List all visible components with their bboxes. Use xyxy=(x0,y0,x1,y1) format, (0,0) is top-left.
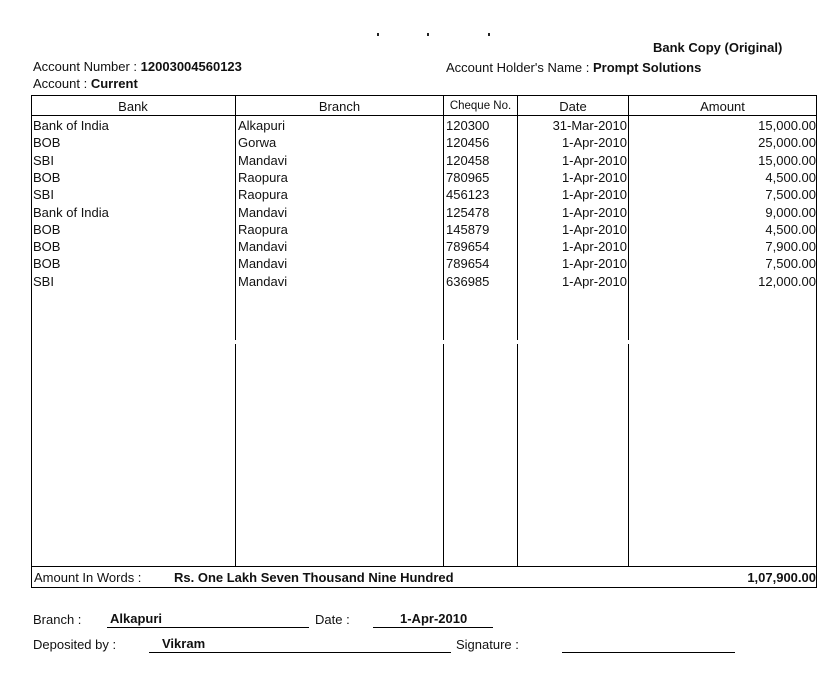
account-type-label: Account : xyxy=(33,76,88,91)
branch-underline xyxy=(107,627,309,628)
cell-bank: Bank of India xyxy=(33,118,109,133)
cell-date: 31-Mar-2010 xyxy=(552,118,627,133)
cell-bank: BOB xyxy=(33,221,61,237)
cell-date: 1-Apr-2010 xyxy=(561,169,627,185)
date-label: Date : xyxy=(315,612,350,627)
cell-cheque-no: 636985 xyxy=(446,273,490,289)
cell-amount: 15,000.00 xyxy=(758,118,816,133)
cell-branch: Mandavi xyxy=(238,204,288,220)
cell-cheque-no: 120456 xyxy=(446,135,490,151)
account-holder-value: Prompt Solutions xyxy=(593,60,702,75)
branch-label: Branch : xyxy=(33,612,82,627)
cell-amount: 4,500.00 xyxy=(765,221,816,237)
cell-branch: Mandavi xyxy=(238,152,288,168)
deposited-by-value: Vikram xyxy=(162,636,206,651)
cell-branch: Raopura xyxy=(238,221,288,237)
cell-date: 1-Apr-2010 xyxy=(561,187,627,203)
date-value: 1-Apr-2010 xyxy=(400,611,468,626)
table-top-border xyxy=(31,95,817,96)
cell-bank: SBI xyxy=(33,187,54,203)
column-header-amount: Amount xyxy=(700,99,745,114)
account-number-label: Account Number : xyxy=(33,59,138,74)
table-left-border xyxy=(31,95,32,588)
cell-date: 1-Apr-2010 xyxy=(561,135,627,151)
cell-branch: Mandavi xyxy=(238,256,288,272)
cell-branch: Gorwa xyxy=(238,135,277,151)
account-number-line xyxy=(33,59,242,74)
decorative-dot xyxy=(377,33,379,36)
col-divider-date xyxy=(628,95,629,340)
cell-amount: 7,500.00 xyxy=(765,256,816,272)
cell-branch: Mandavi xyxy=(238,239,288,255)
amount-in-words-value: Rs. One Lakh Seven Thousand Nine Hundred xyxy=(174,570,454,585)
col-divider-cheque xyxy=(517,344,518,566)
deposited-by-label: Deposited by : xyxy=(33,637,117,652)
cell-date: 1-Apr-2010 xyxy=(561,204,627,220)
cell-amount: 7,500.00 xyxy=(765,187,816,203)
cell-date: 1-Apr-2010 xyxy=(561,221,627,237)
signature-label: Signature : xyxy=(456,637,519,652)
cell-bank: BOB xyxy=(33,256,61,272)
column-header-branch: Branch xyxy=(318,99,361,114)
total-amount: 1,07,900.00 xyxy=(747,570,816,585)
col-divider-branch xyxy=(443,344,444,566)
table-header-divider xyxy=(31,115,817,116)
cell-cheque-no: 789654 xyxy=(446,239,490,255)
cell-amount: 7,900.00 xyxy=(765,239,816,255)
cell-branch: Raopura xyxy=(238,169,288,185)
col-divider-bank xyxy=(235,344,236,566)
column-header-date: Date xyxy=(559,99,587,114)
branch-value: Alkapuri xyxy=(110,611,163,626)
cell-date: 1-Apr-2010 xyxy=(561,152,627,168)
account-type-line xyxy=(33,76,138,91)
cell-bank: BOB xyxy=(33,135,61,151)
signature-underline xyxy=(562,652,735,653)
cell-bank: BOB xyxy=(33,169,61,185)
decorative-dot xyxy=(427,33,429,36)
cell-date: 1-Apr-2010 xyxy=(561,273,627,289)
table-words-top xyxy=(31,566,817,567)
cell-bank: BOB xyxy=(33,239,61,255)
cell-bank: Bank of India xyxy=(33,204,109,220)
deposited-by-underline xyxy=(149,652,451,653)
cell-cheque-no: 145879 xyxy=(446,221,490,237)
decorative-dot xyxy=(488,33,490,36)
col-divider-cheque xyxy=(517,95,518,340)
column-header-bank: Bank xyxy=(118,99,148,114)
cell-cheque-no: 125478 xyxy=(446,204,490,220)
cell-cheque-no: 780965 xyxy=(446,169,490,185)
account-number-value: 12003004560123 xyxy=(140,59,242,74)
cell-branch: Alkapuri xyxy=(238,118,285,133)
cell-amount: 9,000.00 xyxy=(765,204,816,220)
copy-label: Bank Copy (Original) xyxy=(653,40,783,55)
cell-date: 1-Apr-2010 xyxy=(561,256,627,272)
cell-amount: 15,000.00 xyxy=(758,152,816,168)
table-right-border xyxy=(816,95,817,588)
cell-cheque-no: 120458 xyxy=(446,152,490,168)
account-type-value: Current xyxy=(90,76,138,91)
cell-date: 1-Apr-2010 xyxy=(561,239,627,255)
cell-amount: 12,000.00 xyxy=(758,273,816,289)
cell-bank: SBI xyxy=(33,273,54,289)
column-header-cheque: Cheque No. xyxy=(449,100,512,112)
cell-branch: Raopura xyxy=(238,187,288,203)
col-divider-branch xyxy=(443,95,444,340)
date-underline xyxy=(373,627,493,628)
col-divider-date xyxy=(628,344,629,566)
cell-amount: 4,500.00 xyxy=(765,169,816,185)
cell-cheque-no: 789654 xyxy=(446,256,490,272)
amount-in-words-label: Amount In Words : xyxy=(34,570,142,585)
account-holder-line xyxy=(446,60,701,75)
cell-cheque-no: 456123 xyxy=(446,187,490,203)
table-bottom-border xyxy=(31,587,817,588)
cell-bank: SBI xyxy=(33,152,54,168)
cell-amount: 25,000.00 xyxy=(758,135,816,151)
col-divider-bank xyxy=(235,95,236,340)
account-holder-label: Account Holder's Name : xyxy=(446,60,590,75)
cell-cheque-no: 120300 xyxy=(446,118,490,133)
cell-branch: Mandavi xyxy=(238,273,288,289)
